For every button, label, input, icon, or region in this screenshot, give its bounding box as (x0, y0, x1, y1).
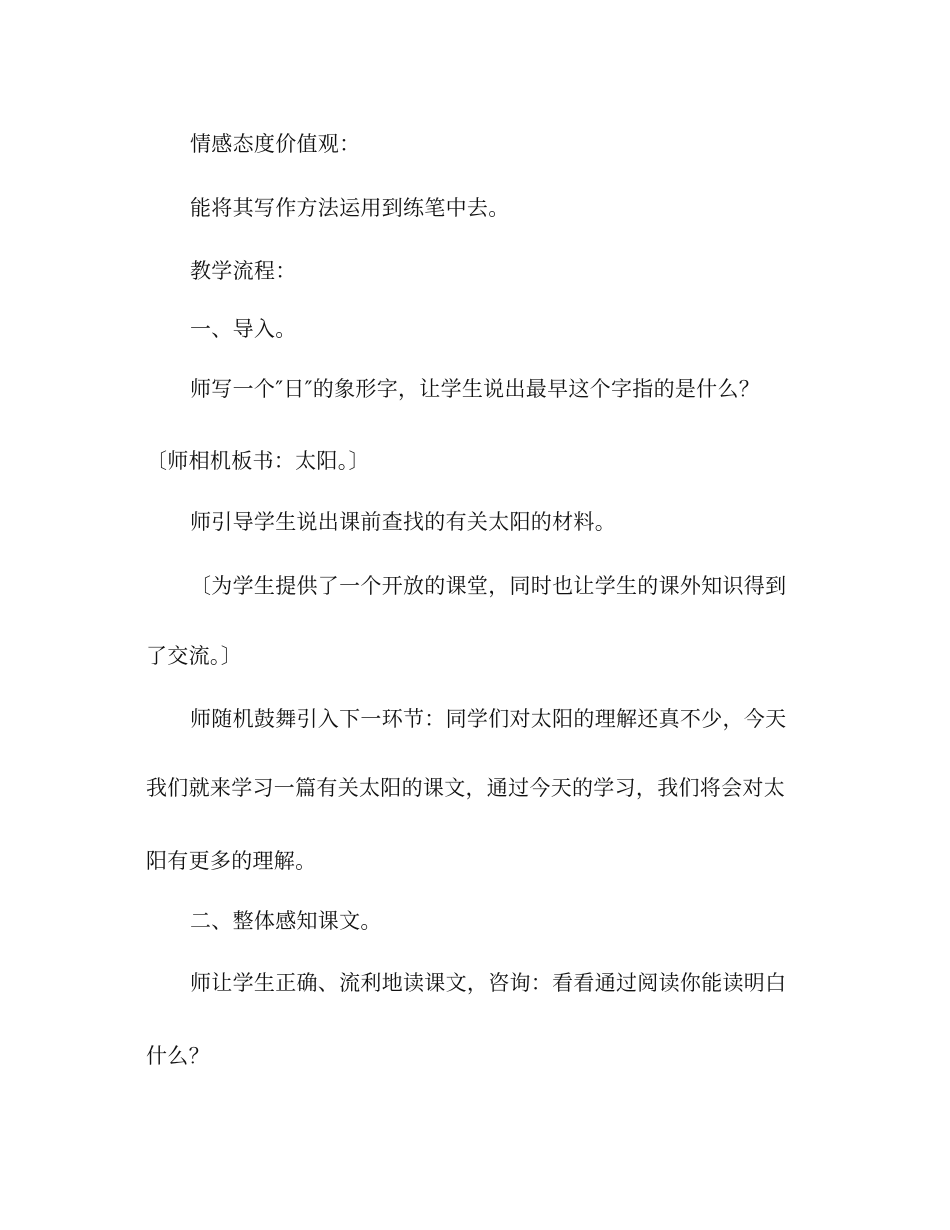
paragraph-line: 师写一个″日″的象形字，让学生说出最早这个字指的是什么？ (190, 377, 761, 401)
paragraph-line: 我们就来学习一篇有关太阳的课文，通过今天的学习，我们将会对太 (146, 776, 785, 800)
paragraph-line: 〔为学生提供了一个开放的课堂，同时也让学生的课外知识得到 (190, 574, 787, 598)
paragraph-line: 师让学生正确、流利地读课文，咨询：看看通过阅读你能读明白 (190, 971, 787, 995)
section-heading-introduction: 一、导入。 (190, 317, 297, 341)
paragraph-line: 了交流。〕 (146, 644, 242, 668)
paragraph-line: 师引导学生说出课前查找的有关太阳的材料。 (190, 510, 616, 534)
paragraph-line: 能将其写作方法运用到练笔中去。 (190, 196, 510, 220)
section-heading-affective-values: 情感态度价值观： (190, 132, 361, 156)
paragraph-line: 师随机鼓舞引入下一环节：同学们对太阳的理解还真不少，今天 (190, 707, 787, 731)
paragraph-line: 什么？ (146, 1044, 210, 1068)
paragraph-line: 〔师相机板书：太阳。〕 (146, 449, 370, 473)
section-heading-overall-perception: 二、整体感知课文。 (190, 909, 382, 933)
paragraph-line: 阳有更多的理解。 (146, 849, 317, 873)
section-heading-teaching-process: 教学流程： (190, 259, 297, 283)
